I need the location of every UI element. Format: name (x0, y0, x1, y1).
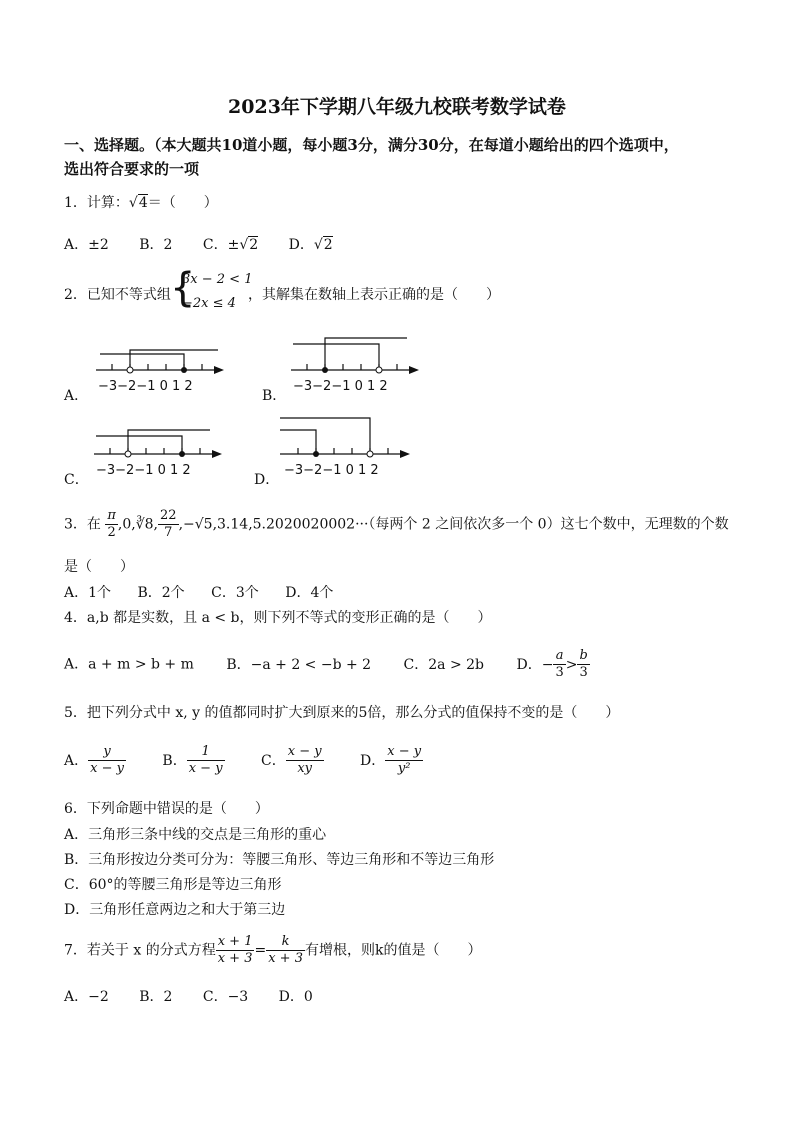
q3-line2: 是（ ） (64, 559, 134, 575)
ticks-a: −3−2−1 0 1 2 (98, 379, 193, 394)
q5-option-d[interactable]: D． $\frac{x - y}{\text{y²}}$ (360, 744, 422, 776)
q1-option-c[interactable]: C．±√2 (202, 237, 259, 253)
q6-option-b[interactable]: B．三角形按边分类可分为：等腰三角形、等边三角形和不等边三角形 (64, 852, 495, 868)
q4-option-c[interactable]: C．2a > 2b (403, 656, 485, 673)
q4-option-a[interactable]: A．a + m > b + m (64, 656, 194, 673)
brace-icon: { (170, 265, 196, 311)
number-line-c (88, 422, 228, 480)
question-1: 1．计算：√4＝（ ） (64, 195, 218, 211)
q3-option-b[interactable]: B．2个 (137, 585, 185, 601)
q6-option-c[interactable]: C．60°的等腰三角形是等边三角形 (64, 877, 282, 893)
q2-label-c[interactable]: C． (64, 472, 89, 488)
page-title: 2023年下学期八年级九校联考数学试卷 (228, 96, 566, 118)
q3-options (64, 582, 333, 602)
q6-option-a[interactable]: A．三角形三条中线的交点是三角形的重心 (64, 827, 327, 843)
q1-option-b[interactable]: B．2 (139, 237, 173, 253)
question-5: 5．把下列分式中 x, y 的值都同时扩大到原来的5倍，那么分式的值保持不变的是（ ） (64, 705, 620, 721)
q3-option-d[interactable]: D．4个 (285, 585, 334, 601)
q7-option-a[interactable]: A．−2 (64, 989, 109, 1005)
ticks-c: −3−2−1 0 1 2 (96, 463, 191, 478)
q1-radicand: 4 (138, 195, 148, 211)
q7-option-b[interactable]: B．2 (139, 989, 173, 1005)
ticks-d: −3−2−1 0 1 2 (284, 463, 379, 478)
q4-option-b[interactable]: B．−a + 2 < −b + 2 (226, 656, 372, 673)
section-heading-line1: 一、选择题。（本大题共10道小题，每小题3分，满分30分，在每道小题给出的四个选项中， (64, 136, 679, 154)
q1-option-d[interactable]: D．√2 (288, 237, 333, 253)
q7-options (64, 986, 313, 1006)
q2-system-1: 3x − 2 < 1 (182, 272, 253, 287)
q7-option-c[interactable]: C．−3 (202, 989, 249, 1005)
q1-option-a[interactable]: A．±2 (64, 237, 109, 253)
q5-options (64, 744, 423, 777)
question-3: 3．在 $\frac{\pi}{2}$ ,0,∛8, $\frac{22}{7}$ ,−√5,3.14,5.2020020002···（每两个 2 之间依次多一个 0）这七个数中，无理数的个数 (64, 508, 729, 540)
q4-options (64, 648, 590, 681)
number-line-d (276, 414, 416, 480)
question-4: 4．a,b 都是实数，且 a < b，则下列不等式的变形正确的是（ ） (64, 610, 492, 626)
q5-option-c[interactable]: C． $\frac{x - y}{xy}$ (261, 744, 322, 776)
q7-option-d[interactable]: D．0 (278, 989, 313, 1005)
q2-system-2: −2x ≤ 4 (182, 296, 236, 311)
q5-option-b[interactable]: B． $\frac{1}{x - y}$ (162, 744, 223, 776)
q4-option-d[interactable]: D．− $\frac{a}{3}$ > $\frac{b}{3}$ (516, 648, 588, 680)
q2-prefix: 2．已知不等式组 (64, 287, 171, 303)
q3-option-c[interactable]: C．3个 (211, 585, 259, 601)
ticks-b: −3−2−1 0 1 2 (293, 379, 388, 394)
q3-option-a[interactable]: A．1个 (64, 585, 112, 601)
q2-label-d[interactable]: D． (254, 472, 280, 488)
number-line-a (90, 338, 230, 394)
q2-suffix: ，其解集在数轴上表示正确的是（ ） (248, 287, 500, 303)
q5-option-a[interactable]: A． $\frac{y}{x - y}$ (64, 744, 124, 776)
number-line-b (285, 334, 425, 394)
q3-pi-fraction: $\frac{\pi}{2}$ (107, 508, 116, 540)
question-7: 7．若关于 x 的分式方程 $\frac{x + 1}{x + 3}$ = $\frac{k}{x + 3}$ 有增根，则k的值是（ ） (64, 934, 482, 966)
q1-suffix: ＝（ ） (147, 195, 218, 211)
q1-options (64, 234, 333, 254)
q2-label-a[interactable]: A． (64, 388, 89, 404)
q3-fraction: $\frac{22}{7}$ (160, 508, 177, 540)
q1-prefix: 1．计算： (64, 195, 129, 211)
question-6: 6．下列命题中错误的是（ ） (64, 801, 269, 817)
section-heading-line2: 选出符合要求的一项 (64, 160, 200, 178)
q6-option-d[interactable]: D．三角形任意两边之和大于第三边 (64, 902, 286, 918)
question-2 (64, 284, 171, 304)
q2-label-b[interactable]: B． (262, 388, 287, 404)
